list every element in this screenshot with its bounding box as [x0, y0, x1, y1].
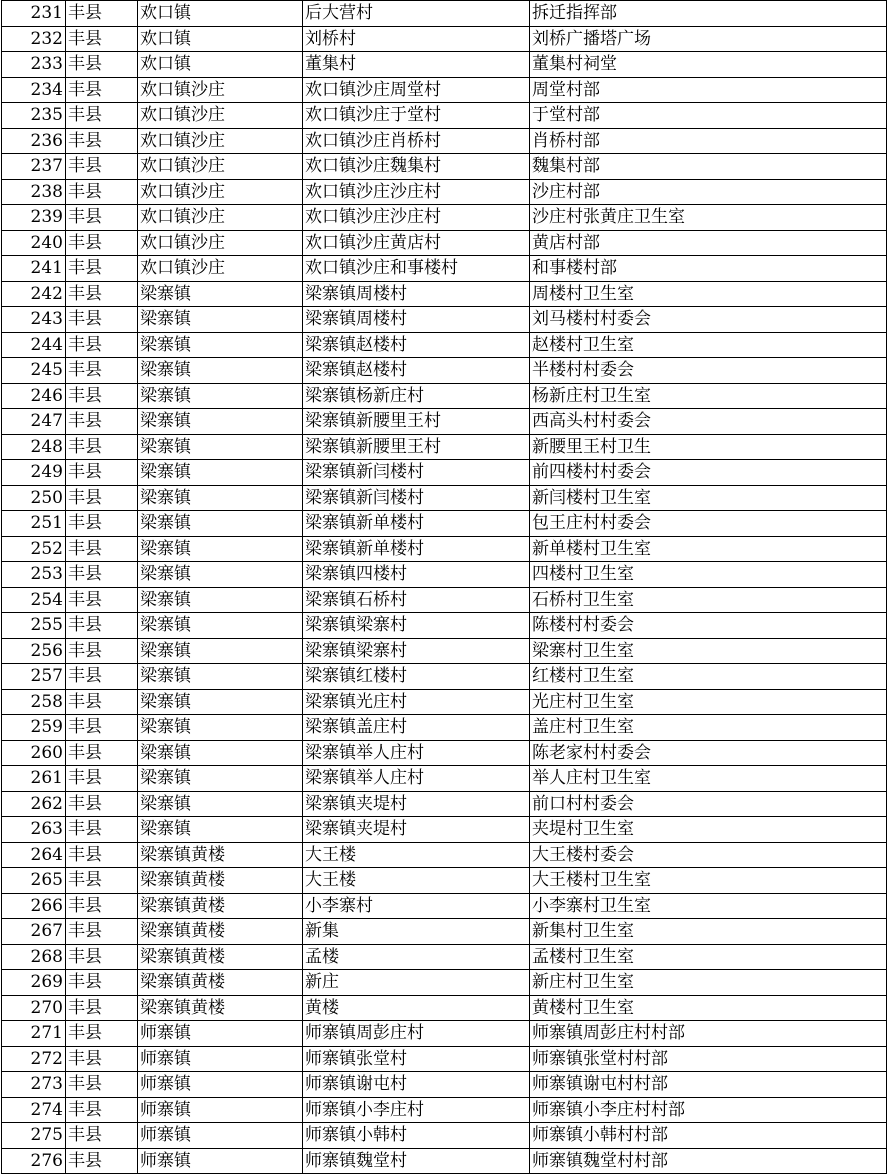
town-cell: 欢口镇沙庄: [138, 154, 303, 180]
row-number-cell: 249: [2, 460, 66, 486]
town-cell: 梁寨镇: [138, 638, 303, 664]
site-cell: 大王楼村委会: [530, 842, 887, 868]
county-cell: 丰县: [66, 766, 138, 792]
village-cell: 师寨镇谢屯村: [303, 1072, 530, 1098]
village-cell: 梁寨镇新腰里王村: [303, 409, 530, 435]
table-row: [2, 919, 887, 945]
village-cell: 梁寨镇石桥村: [303, 587, 530, 613]
county-cell: 丰县: [66, 1021, 138, 1047]
town-cell: 欢口镇沙庄: [138, 77, 303, 103]
county-cell: 丰县: [66, 460, 138, 486]
table-row: [2, 664, 887, 690]
table-row: [2, 1148, 887, 1174]
row-number-cell: 247: [2, 409, 66, 435]
site-cell: 新闫楼村卫生室: [530, 485, 887, 511]
town-cell: 梁寨镇: [138, 740, 303, 766]
village-cell: 师寨镇周彭庄村: [303, 1021, 530, 1047]
town-cell: 梁寨镇: [138, 332, 303, 358]
village-cell: 梁寨镇举人庄村: [303, 766, 530, 792]
row-number-cell: 242: [2, 281, 66, 307]
county-cell: 丰县: [66, 638, 138, 664]
table-row: [2, 1123, 887, 1149]
row-number-cell: 253: [2, 562, 66, 588]
village-cell: 大王楼: [303, 868, 530, 894]
site-cell: 沙庄村部: [530, 179, 887, 205]
town-cell: 师寨镇: [138, 1097, 303, 1123]
row-number-cell: 274: [2, 1097, 66, 1123]
county-cell: 丰县: [66, 128, 138, 154]
town-cell: 欢口镇沙庄: [138, 230, 303, 256]
town-cell: 梁寨镇: [138, 536, 303, 562]
village-cell: 师寨镇张堂村: [303, 1046, 530, 1072]
village-cell: 梁寨镇新腰里王村: [303, 434, 530, 460]
site-cell: 新集村卫生室: [530, 919, 887, 945]
site-cell: 黄店村部: [530, 230, 887, 256]
town-cell: 欢口镇: [138, 1, 303, 27]
town-cell: 梁寨镇: [138, 511, 303, 537]
village-cell: 欢口镇沙庄黄店村: [303, 230, 530, 256]
table-row: [2, 358, 887, 384]
county-cell: 丰县: [66, 52, 138, 78]
county-cell: 丰县: [66, 281, 138, 307]
table-row: [2, 307, 887, 333]
row-number-cell: 263: [2, 817, 66, 843]
site-cell: 师寨镇谢屯村村部: [530, 1072, 887, 1098]
village-cell: 欢口镇沙庄沙庄村: [303, 205, 530, 231]
village-cell: 小李寨村: [303, 893, 530, 919]
town-cell: 梁寨镇: [138, 689, 303, 715]
site-cell: 肖桥村部: [530, 128, 887, 154]
county-cell: 丰县: [66, 562, 138, 588]
village-cell: 师寨镇小韩村: [303, 1123, 530, 1149]
village-cell: 大王楼: [303, 842, 530, 868]
village-cell: 黄楼: [303, 995, 530, 1021]
row-number-cell: 254: [2, 587, 66, 613]
village-cell: 梁寨镇新单楼村: [303, 536, 530, 562]
row-number-cell: 276: [2, 1148, 66, 1174]
town-cell: 梁寨镇: [138, 409, 303, 435]
village-cell: 梁寨镇梁寨村: [303, 613, 530, 639]
site-cell: 小李寨村卫生室: [530, 893, 887, 919]
row-number-cell: 240: [2, 230, 66, 256]
row-number-cell: 251: [2, 511, 66, 537]
county-cell: 丰县: [66, 409, 138, 435]
site-cell: 和事楼村部: [530, 256, 887, 282]
county-cell: 丰县: [66, 358, 138, 384]
row-number-cell: 265: [2, 868, 66, 894]
village-cell: 梁寨镇新单楼村: [303, 511, 530, 537]
town-cell: 欢口镇沙庄: [138, 103, 303, 129]
table-row: [2, 944, 887, 970]
county-cell: 丰县: [66, 664, 138, 690]
row-number-cell: 275: [2, 1123, 66, 1149]
table-row: [2, 613, 887, 639]
county-cell: 丰县: [66, 26, 138, 52]
county-cell: 丰县: [66, 893, 138, 919]
table-row: [2, 689, 887, 715]
row-number-cell: 245: [2, 358, 66, 384]
town-cell: 梁寨镇黄楼: [138, 893, 303, 919]
village-cell: 欢口镇沙庄肖桥村: [303, 128, 530, 154]
town-cell: 欢口镇沙庄: [138, 128, 303, 154]
town-cell: 梁寨镇: [138, 485, 303, 511]
row-number-cell: 238: [2, 179, 66, 205]
site-cell: 杨新庄村卫生室: [530, 383, 887, 409]
town-cell: 梁寨镇: [138, 715, 303, 741]
row-number-cell: 234: [2, 77, 66, 103]
site-cell: 赵楼村卫生室: [530, 332, 887, 358]
table-row: [2, 409, 887, 435]
county-cell: 丰县: [66, 256, 138, 282]
town-cell: 梁寨镇: [138, 358, 303, 384]
village-cell: 欢口镇沙庄周堂村: [303, 77, 530, 103]
table-row: [2, 791, 887, 817]
village-cell: 梁寨镇举人庄村: [303, 740, 530, 766]
county-cell: 丰县: [66, 1148, 138, 1174]
county-cell: 丰县: [66, 179, 138, 205]
row-number-cell: 237: [2, 154, 66, 180]
site-cell: 半楼村村委会: [530, 358, 887, 384]
village-cell: 梁寨镇新闫楼村: [303, 460, 530, 486]
county-cell: 丰县: [66, 205, 138, 231]
town-cell: 梁寨镇: [138, 562, 303, 588]
town-cell: 欢口镇沙庄: [138, 179, 303, 205]
village-cell: 梁寨镇新闫楼村: [303, 485, 530, 511]
table-row: [2, 26, 887, 52]
town-cell: 梁寨镇: [138, 434, 303, 460]
town-cell: 梁寨镇: [138, 383, 303, 409]
site-cell: 梁寨村卫生室: [530, 638, 887, 664]
table-row: [2, 230, 887, 256]
table-row: [2, 460, 887, 486]
table-row: [2, 434, 887, 460]
table-row: [2, 205, 887, 231]
site-cell: 光庄村卫生室: [530, 689, 887, 715]
county-cell: 丰县: [66, 307, 138, 333]
village-cell: 梁寨镇梁寨村: [303, 638, 530, 664]
table-row: [2, 485, 887, 511]
village-cell: 董集村: [303, 52, 530, 78]
county-cell: 丰县: [66, 1, 138, 27]
village-cell: 梁寨镇杨新庄村: [303, 383, 530, 409]
county-cell: 丰县: [66, 715, 138, 741]
county-cell: 丰县: [66, 791, 138, 817]
site-cell: 师寨镇张堂村村部: [530, 1046, 887, 1072]
county-cell: 丰县: [66, 817, 138, 843]
table-row: [2, 638, 887, 664]
row-number-cell: 273: [2, 1072, 66, 1098]
row-number-cell: 262: [2, 791, 66, 817]
row-number-cell: 239: [2, 205, 66, 231]
site-cell: 师寨镇周彭庄村村部: [530, 1021, 887, 1047]
site-cell: 前四楼村村委会: [530, 460, 887, 486]
site-cell: 夹堤村卫生室: [530, 817, 887, 843]
table-row: [2, 817, 887, 843]
county-cell: 丰县: [66, 1123, 138, 1149]
village-cell: 欢口镇沙庄沙庄村: [303, 179, 530, 205]
village-cell: 孟楼: [303, 944, 530, 970]
table-row: [2, 740, 887, 766]
town-cell: 梁寨镇: [138, 613, 303, 639]
town-cell: 梁寨镇黄楼: [138, 944, 303, 970]
site-cell: 四楼村卫生室: [530, 562, 887, 588]
village-cell: 师寨镇小李庄村: [303, 1097, 530, 1123]
row-number-cell: 260: [2, 740, 66, 766]
row-number-cell: 233: [2, 52, 66, 78]
village-cell: 梁寨镇夹堤村: [303, 791, 530, 817]
county-cell: 丰县: [66, 536, 138, 562]
site-cell: 前口村村委会: [530, 791, 887, 817]
table-row: [2, 281, 887, 307]
site-cell: 魏集村部: [530, 154, 887, 180]
county-cell: 丰县: [66, 511, 138, 537]
site-cell: 周堂村部: [530, 77, 887, 103]
table-row: [2, 1072, 887, 1098]
site-cell: 师寨镇小李庄村村部: [530, 1097, 887, 1123]
county-cell: 丰县: [66, 587, 138, 613]
row-number-cell: 243: [2, 307, 66, 333]
county-cell: 丰县: [66, 613, 138, 639]
row-number-cell: 259: [2, 715, 66, 741]
site-cell: 董集村祠堂: [530, 52, 887, 78]
town-cell: 梁寨镇: [138, 460, 303, 486]
row-number-cell: 244: [2, 332, 66, 358]
town-cell: 梁寨镇黄楼: [138, 995, 303, 1021]
town-cell: 梁寨镇黄楼: [138, 970, 303, 996]
table-row: [2, 256, 887, 282]
data-table: [1, 0, 887, 1174]
site-cell: 石桥村卫生室: [530, 587, 887, 613]
table-row: [2, 893, 887, 919]
site-cell: 新腰里王村卫生: [530, 434, 887, 460]
site-cell: 新庄村卫生室: [530, 970, 887, 996]
village-cell: 梁寨镇赵楼村: [303, 358, 530, 384]
county-cell: 丰县: [66, 332, 138, 358]
county-cell: 丰县: [66, 1046, 138, 1072]
row-number-cell: 266: [2, 893, 66, 919]
row-number-cell: 246: [2, 383, 66, 409]
town-cell: 梁寨镇黄楼: [138, 919, 303, 945]
table-row: [2, 154, 887, 180]
row-number-cell: 257: [2, 664, 66, 690]
site-cell: 孟楼村卫生室: [530, 944, 887, 970]
row-number-cell: 269: [2, 970, 66, 996]
town-cell: 师寨镇: [138, 1021, 303, 1047]
village-cell: 梁寨镇夹堤村: [303, 817, 530, 843]
county-cell: 丰县: [66, 485, 138, 511]
site-cell: 沙庄村张黄庄卫生室: [530, 205, 887, 231]
county-cell: 丰县: [66, 230, 138, 256]
county-cell: 丰县: [66, 383, 138, 409]
row-number-cell: 258: [2, 689, 66, 715]
site-cell: 盖庄村卫生室: [530, 715, 887, 741]
town-cell: 师寨镇: [138, 1046, 303, 1072]
county-cell: 丰县: [66, 103, 138, 129]
county-cell: 丰县: [66, 995, 138, 1021]
site-cell: 西高头村村委会: [530, 409, 887, 435]
village-cell: 欢口镇沙庄魏集村: [303, 154, 530, 180]
row-number-cell: 232: [2, 26, 66, 52]
row-number-cell: 272: [2, 1046, 66, 1072]
county-cell: 丰县: [66, 970, 138, 996]
county-cell: 丰县: [66, 689, 138, 715]
table-row: [2, 970, 887, 996]
village-cell: 刘桥村: [303, 26, 530, 52]
county-cell: 丰县: [66, 740, 138, 766]
town-cell: 师寨镇: [138, 1123, 303, 1149]
row-number-cell: 250: [2, 485, 66, 511]
table-row: [2, 1097, 887, 1123]
town-cell: 师寨镇: [138, 1148, 303, 1174]
town-cell: 梁寨镇: [138, 307, 303, 333]
county-cell: 丰县: [66, 77, 138, 103]
village-cell: 梁寨镇盖庄村: [303, 715, 530, 741]
town-cell: 梁寨镇黄楼: [138, 868, 303, 894]
row-number-cell: 236: [2, 128, 66, 154]
village-cell: 师寨镇魏堂村: [303, 1148, 530, 1174]
row-number-cell: 252: [2, 536, 66, 562]
town-cell: 欢口镇沙庄: [138, 256, 303, 282]
table-row: [2, 511, 887, 537]
site-cell: 大王楼村卫生室: [530, 868, 887, 894]
table-row: [2, 77, 887, 103]
village-cell: 梁寨镇赵楼村: [303, 332, 530, 358]
row-number-cell: 271: [2, 1021, 66, 1047]
site-cell: 陈老家村村委会: [530, 740, 887, 766]
table-row: [2, 536, 887, 562]
site-cell: 陈楼村村委会: [530, 613, 887, 639]
table-row: [2, 179, 887, 205]
village-cell: 后大营村: [303, 1, 530, 27]
row-number-cell: 248: [2, 434, 66, 460]
town-cell: 欢口镇: [138, 52, 303, 78]
table-row: [2, 715, 887, 741]
village-cell: 新庄: [303, 970, 530, 996]
site-cell: 周楼村卫生室: [530, 281, 887, 307]
county-cell: 丰县: [66, 154, 138, 180]
site-cell: 红楼村卫生室: [530, 664, 887, 690]
town-cell: 梁寨镇: [138, 587, 303, 613]
row-number-cell: 231: [2, 1, 66, 27]
table-row: [2, 562, 887, 588]
village-cell: 欢口镇沙庄于堂村: [303, 103, 530, 129]
site-cell: 师寨镇小韩村村部: [530, 1123, 887, 1149]
table-row: [2, 1, 887, 27]
table-row: [2, 1046, 887, 1072]
site-cell: 新单楼村卫生室: [530, 536, 887, 562]
table-row: [2, 587, 887, 613]
site-cell: 黄楼村卫生室: [530, 995, 887, 1021]
table-row: [2, 868, 887, 894]
county-cell: 丰县: [66, 1072, 138, 1098]
town-cell: 师寨镇: [138, 1072, 303, 1098]
town-cell: 梁寨镇: [138, 791, 303, 817]
village-cell: 梁寨镇光庄村: [303, 689, 530, 715]
village-cell: 梁寨镇周楼村: [303, 281, 530, 307]
row-number-cell: 270: [2, 995, 66, 1021]
town-cell: 梁寨镇: [138, 817, 303, 843]
row-number-cell: 241: [2, 256, 66, 282]
table-row: [2, 1021, 887, 1047]
village-cell: 梁寨镇周楼村: [303, 307, 530, 333]
village-cell: 欢口镇沙庄和事楼村: [303, 256, 530, 282]
row-number-cell: 255: [2, 613, 66, 639]
table-row: [2, 103, 887, 129]
county-cell: 丰县: [66, 919, 138, 945]
county-cell: 丰县: [66, 842, 138, 868]
site-cell: 拆迁指挥部: [530, 1, 887, 27]
table-row: [2, 128, 887, 154]
row-number-cell: 267: [2, 919, 66, 945]
town-cell: 欢口镇沙庄: [138, 205, 303, 231]
row-number-cell: 264: [2, 842, 66, 868]
table-row: [2, 332, 887, 358]
village-cell: 新集: [303, 919, 530, 945]
site-cell: 刘桥广播塔广场: [530, 26, 887, 52]
town-cell: 欢口镇: [138, 26, 303, 52]
town-cell: 梁寨镇: [138, 664, 303, 690]
site-cell: 于堂村部: [530, 103, 887, 129]
table-row: [2, 52, 887, 78]
row-number-cell: 268: [2, 944, 66, 970]
site-cell: 包王庄村村委会: [530, 511, 887, 537]
table-row: [2, 842, 887, 868]
site-cell: 师寨镇魏堂村村部: [530, 1148, 887, 1174]
county-cell: 丰县: [66, 944, 138, 970]
county-cell: 丰县: [66, 1097, 138, 1123]
village-cell: 梁寨镇红楼村: [303, 664, 530, 690]
site-cell: 举人庄村卫生室: [530, 766, 887, 792]
county-cell: 丰县: [66, 868, 138, 894]
site-cell: 刘马楼村村委会: [530, 307, 887, 333]
county-cell: 丰县: [66, 434, 138, 460]
town-cell: 梁寨镇: [138, 281, 303, 307]
table-row: [2, 383, 887, 409]
table-row: [2, 995, 887, 1021]
row-number-cell: 261: [2, 766, 66, 792]
village-cell: 梁寨镇四楼村: [303, 562, 530, 588]
row-number-cell: 256: [2, 638, 66, 664]
row-number-cell: 235: [2, 103, 66, 129]
table-body: [2, 1, 887, 1174]
town-cell: 梁寨镇: [138, 766, 303, 792]
town-cell: 梁寨镇黄楼: [138, 842, 303, 868]
table-row: [2, 766, 887, 792]
